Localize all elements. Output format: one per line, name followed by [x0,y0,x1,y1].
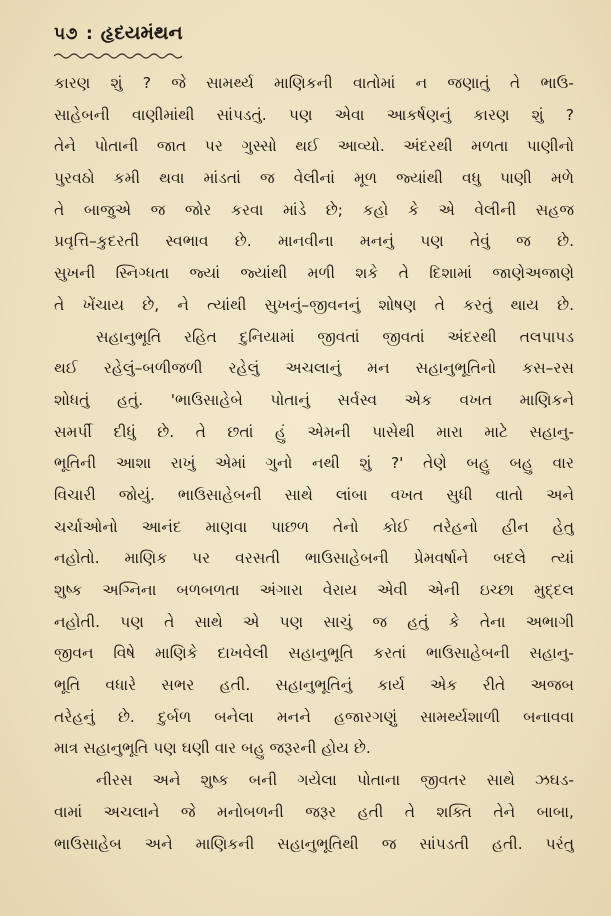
text-line: સહાનુભૂતિ રહિત દુનિયામાં જીવતાં જીવતાં અંદરથી તલપાપડ [96,327,574,346]
text-line: તે બાજુએ જ જોર કરવા માંડે છે; કહો કે એ વેલીની સહજ [54,200,574,219]
text-line: ભૂતિ વધારે સભર હતી. સહાનુભૂતિનું કાર્ય એક રીતે અજબ [54,676,574,695]
text-line: વિચારી જોયું. ભાઉસાહેબની સાથે લાંબા વખત સુધી વાતો અને [54,485,574,504]
paragraph-3 [54,765,574,860]
text-line: શુષ્ક અગ્નિના બળબળતા અંગારા વેરાય એવી એની ઇચ્છા મુદ્દલ [54,581,574,599]
text-line: પુરવઠો કમી થવા માંડતાં જ વેલીનાં મૂળ જ્યાંથી વધુ પાણી મળે [54,169,574,188]
paragraph-2 [54,322,574,766]
header-separator: : [85,24,93,44]
header-ornament-rule [54,52,182,60]
text-line: ભૂતિની આશા રાખું એમાં ગુનો નથી શું ?' તેણે બહુ બહુ વાર [54,454,574,473]
text-line: નીરસ અને શુષ્ક બની ગયેલા પોતાના જીવતર સાથે ઝઘડ- [96,771,574,790]
text-line: વામાં અચલાને જે મનોબળની જરૂર હતી તે શક્તિ તેને બાબા, [54,802,574,821]
text-line: થઈ રહેલું–બળીજળી રહેલું અચલાનું મન સહાનુભૂતિનો કસ–રસ [54,359,574,378]
text-line: શોધતું હતું. 'ભાઉસાહેબે પોતાનું સર્વસ્વ એક વખત માણિકને [54,390,574,409]
text-line: જીવન વિષે માણિકે દાખવેલી સહાનુભૂતિ કરતાં ભાઉસાહેબની સહાનુ- [54,644,574,663]
text-line: તરેહનું છે. દુર્બળ બનેલા મનને હજારગણું સામર્થ્યશાળી બનાવવા [54,707,574,726]
text-line: માત્ર સહાનુભૂતિ પણ ઘણી વાર બહુ જરૂરની હોય છે. [54,739,371,758]
text-line: ચર્ચાઓનો આનંદ માણવા પાછળ તેનો કોઈ તરેહનો હીન હેતુ [54,517,574,536]
text-line: તે ખેંચાય છે, ને ત્યાંથી સુખનું–જીવનનું શોષણ તે કરતું થાય છે. [54,295,574,314]
page-number: ૫૭ [54,24,78,44]
text-line: કારણ શું ? જે સામર્થ્ય માણિકની વાતોમાં ન જણાતું તે ભાઉ- [54,74,574,92]
text-line: સાહેબની વાણીમાંથી સાંપડતું. પણ એવા આકર્ષણનું કારણ શું ? [54,105,574,124]
text-line: નહોતી. પણ તે સાથે એ પણ સાચું જ હતું કે તેના અભાગી [54,612,574,631]
text-line: સુખની સ્નિગ્ધતા જ્યાં જ્યાંથી મળી શકે તે દિશામાં જાણેઅજાણે [54,264,574,283]
text-line: ભાઉસાહેબ અને માણિકની સહાનુભૂતિથી જ સાંપડતી હતી. પરંતુ [54,834,574,853]
text-line: સમર્પી દીધું છે. તે છતાં હું એમની પાસેથી મારા માટે સહાનુ- [54,422,574,441]
running-title: હૃદયમંથન [100,22,183,44]
page-header [54,22,183,52]
text-line: પ્રવૃત્તિ–કુદરતી સ્વભાવ છે. માનવીના મનનું પણ તેવું જ છે. [54,232,574,251]
body-text [54,68,574,860]
text-line: નહોતો. માણિક પર વરસતી ભાઉસાહેબની પ્રેમવર્ષાને બદલે ત્યાં [54,549,574,568]
paragraph-1 [54,68,574,322]
text-line: તેને પોતાની જાત પર ગુસ્સો થઈ આવ્યો. અંદરથી મળતા પાણીનો [54,137,574,156]
